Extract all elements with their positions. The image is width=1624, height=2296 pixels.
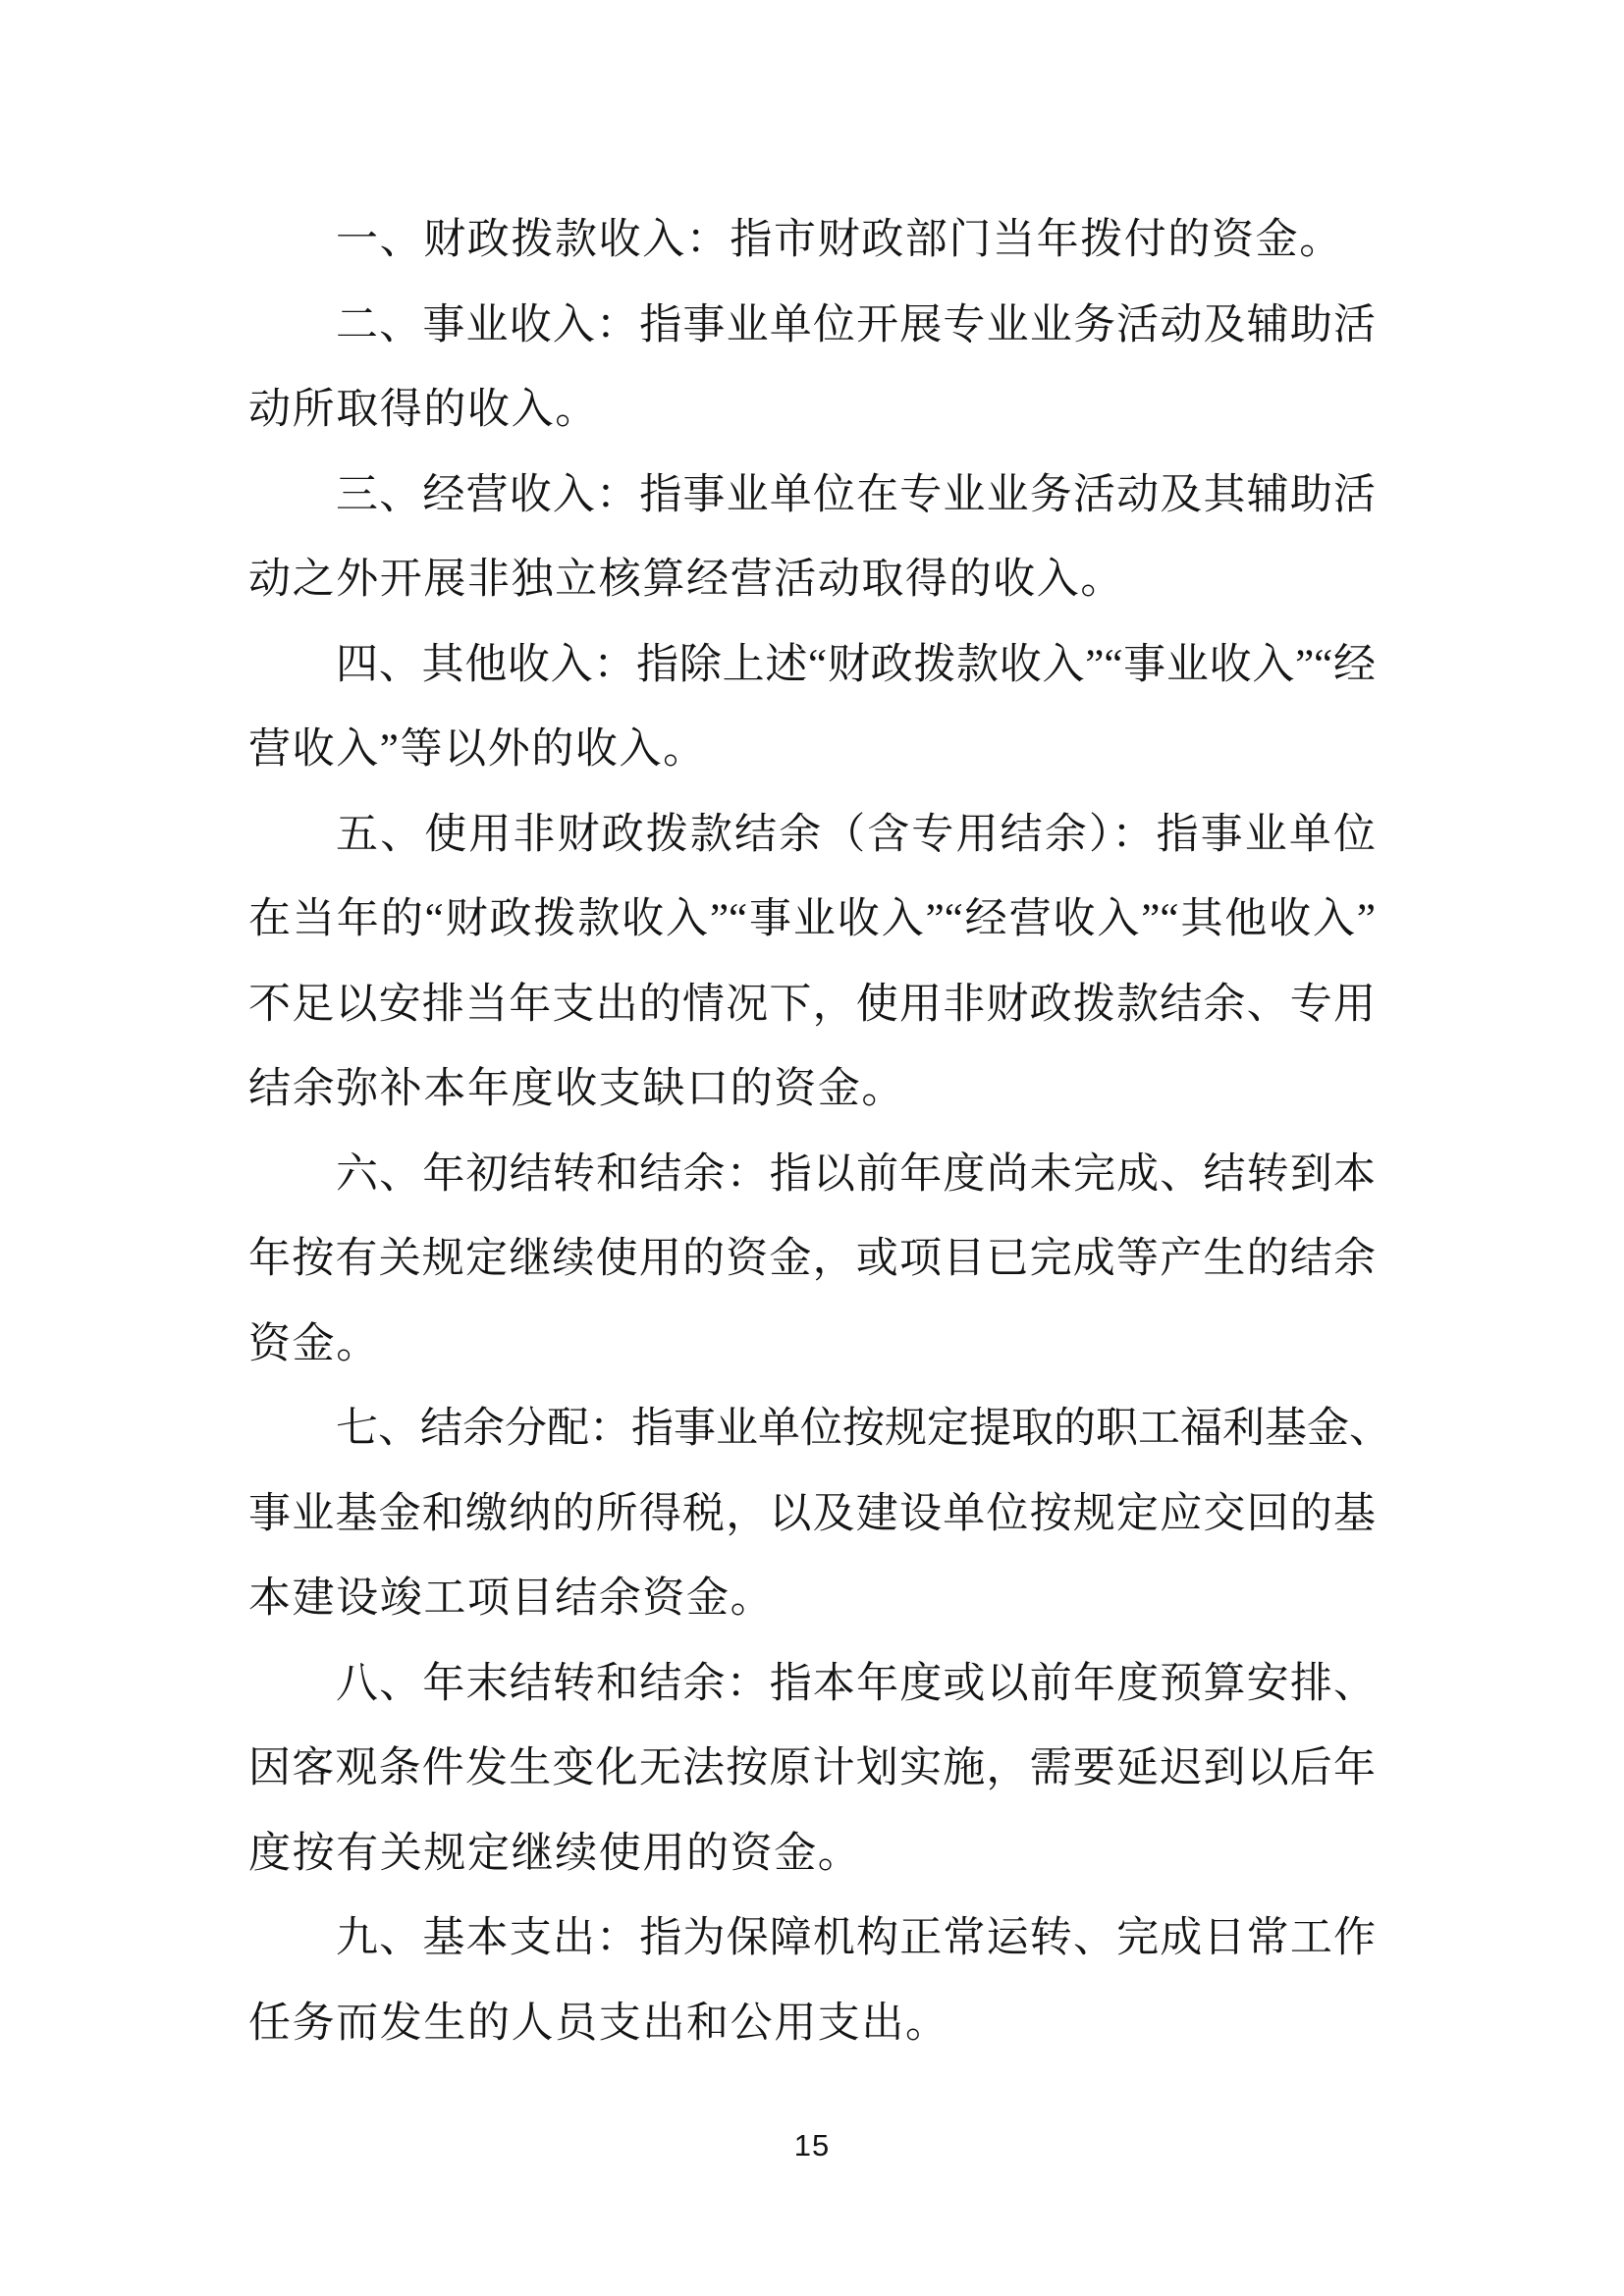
text-line: 六、年初结转和结余：指以前年度尚未完成、结转到本	[336, 1150, 1376, 1198]
paragraph-1	[248, 198, 1376, 284]
text-line: 四、其他收入：指除上述“财政拨款收入”“事业收入”“经	[336, 641, 1376, 688]
text-line: 任务而发生的人员支出和公用支出。	[248, 2000, 949, 2047]
text-line: 一、财政拨款收入：指市财政部门当年拨付的资金。	[336, 217, 1343, 263]
text-line: 五、使用非财政拨款结余（含专用结余）：指事业单位	[336, 811, 1376, 858]
paragraph-4	[248, 623, 1376, 793]
document-body	[248, 198, 1391, 2066]
text-line: 事业基金和缴纳的所得税，以及建设单位按规定应交回的基	[248, 1490, 1376, 1537]
paragraph-9	[248, 1896, 1376, 2066]
text-line: 八、年末结转和结余：指本年度或以前年度预算安排、	[336, 1660, 1376, 1707]
text-line: 因客观条件发生变化无法按原计划实施，需要延迟到以后年	[248, 1745, 1376, 1791]
text-line: 动所取得的收入。	[248, 387, 599, 433]
paragraph-7	[248, 1387, 1391, 1642]
text-line: 九、基本支出：指为保障机构正常运转、完成日常工作	[336, 1915, 1376, 1961]
text-line: 结余弥补本年度收支缺口的资金。	[248, 1066, 905, 1112]
text-line: 动之外开展非独立核算经营活动取得的收入。	[248, 557, 1124, 603]
text-line: 度按有关规定继续使用的资金。	[248, 1830, 862, 1877]
paragraph-2	[248, 284, 1376, 454]
text-line: 七、结余分配：指事业单位按规定提取的职工福利基金、	[336, 1406, 1391, 1452]
text-line: 三、经营收入：指事业单位在专业业务活动及其辅助活	[336, 471, 1376, 518]
page-footer	[0, 2128, 1624, 2163]
text-line: 二、事业收入：指事业单位开展专业业务活动及辅助活	[336, 301, 1376, 348]
text-line: 营收入”等以外的收入。	[248, 726, 707, 773]
text-line: 在当年的“财政拨款收入”“事业收入”“经营收入”“其他收入”	[248, 896, 1376, 942]
text-line: 资金。	[248, 1320, 380, 1367]
paragraph-6	[248, 1133, 1376, 1388]
text-line: 不足以安排当年支出的情况下，使用非财政拨款结余、专用	[248, 981, 1376, 1028]
paragraph-5	[248, 793, 1376, 1133]
page-number: 15	[793, 2128, 831, 2163]
paragraph-8	[248, 1642, 1376, 1897]
paragraph-3	[248, 454, 1376, 623]
text-line: 本建设竣工项目结余资金。	[248, 1575, 775, 1622]
text-line: 年按有关规定继续使用的资金，或项目已完成等产生的结余	[248, 1236, 1376, 1282]
